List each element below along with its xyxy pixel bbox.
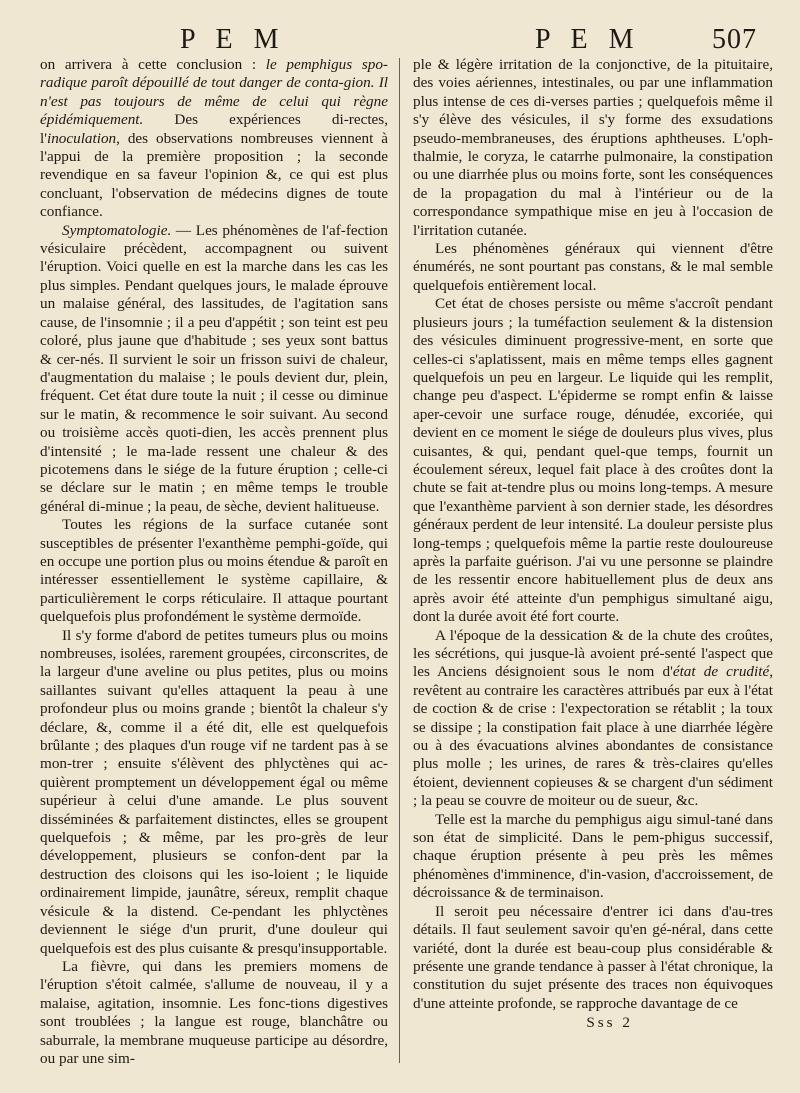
text-run: Des expériences di-rectes, l': [40, 111, 388, 147]
signature-mark: Sss 2: [586, 1014, 633, 1032]
section-heading-symptomatologie: Symptomatologie.: [62, 221, 172, 239]
paragraph: [40, 56, 388, 222]
paragraph: ple & légère irritation de la conjonctive, de la pituitaire, des voies aériennes, intestinales, ou par une inflammation plus intense de ces di-verses parties ; quelquefois même il s'y élève des vésicules, il s'y forme des exsudations pseudo-membraneuses, des éruptions aphtheuses. L'oph-thalmie, le coryza, le catarrhe pulmonaire, la constipation ou une diarrhée plus ou moins forte, sont les conséquences de la propagation du mal à l'intérieur ou de la correspondance sympathique mise en jeu à l'occasion de l'irritation cutanée.: [413, 56, 773, 239]
italic-text-run: le pemphigus spo-radique paroît dépouillé de tout danger de conta-gion. Il n'est pas toujours de même de celui qui règne épidémiquement.: [40, 56, 388, 129]
running-header: [0, 18, 800, 58]
paragraph: Telle est la marche du pemphigus aigu simul-tané dans son état de simplicité. Dans le pem-phigus successif, chaque éruption présente à peu près les mêmes phénomènes d'imminence, d'in-vasion, d'accroissement, de décroissance & de terminaison.: [413, 810, 773, 902]
text-run: on arrivera à cette conclusion :: [40, 56, 266, 73]
left-column: [40, 56, 388, 1073]
italic-text-run: état de crudité: [672, 663, 770, 681]
paragraph: La fièvre, qui dans les premiers momens de l'éruption s'étoit calmée, s'allume de nouveau, il y a malaise, agitation, insomnie. Les fonc-tions digestives sont troublées ; la langue est rouge, blanchâtre ou saburrale, la membrane muqueuse participe au désordre, ou par une sim-: [40, 957, 388, 1067]
running-title-left: P E M: [180, 24, 286, 55]
paragraph: [413, 627, 773, 811]
paragraph-symptomatologie: [40, 222, 388, 517]
paragraph: Toutes les régions de la surface cutanée sont susceptibles de présenter l'exanthème pemphi-goïde, qui en occupe une portion plus ou moins étendue & paroît en intéresser essentiellement le système capillaire, & particulièrement le corps réticulaire. Il attaque pourtant quelquefois plus profondément le système dermoïde.: [40, 516, 388, 626]
text-run: — Les phénomènes de l'af-fection vésiculaire précèdent, accompagnent ou suivent l'éruption. Voici quelle en est la marche dans les cas les plus simples. Pendant quelques jours, le malade éprouve un malaise général, des lassitudes, de l'agitation sans cause, de l'insomnie ; il a peu d'appétit ; son teint est peu coloré, plus jaune que d'habitude ; ses yeux sont battus & cer-nés. Il survient le soir un frisson suivi de chaleur, d'augmentation du malaise ; le pouls devient dur, plein, fréquent. Cet état dure toute la nuit ; il cesse ou diminue sur le matin, & recommence le soir suivant. Au second ou troisième accès quoti-dien, les accès prennent plus d'intensité ; le ma-lade ressent une chaleur & des picotemens dans le siége de la future éruption ; celle-ci se déclare sur le matin ; en même temps le trouble général di-minue ; la peau, de sèche, devient halitueuse.: [40, 221, 388, 515]
text-run: , des observations nombreuses viennent à l'appui de la première proposition ; la seconde revendique en sa faveur l'opinion &, ce qui est plus concluant, l'observation de médecins dignes de toute confiance.: [40, 129, 388, 221]
paragraph: Cet état de choses persiste ou même s'accroît pendant plusieurs jours ; la tuméfaction seulement & la distension des vésicules diminuent progressive-ment, en sorte que celles-ci s'aplatissent, mais en même temps elles gagnent quelquefois un peu en largeur. Le liquide qui les remplit, change peu d'aspect. L'épiderme se rompt enfin & laisse aper-cevoir une surface rouge, dénudée, excoriée, qui devient en ce moment le siége de douleurs plus vives, plus cuisantes, & qui, pendant quel-que temps, fournit un écoulement séreux, lequel fait place à des croûtes dont la chute se fait at-tendre plus ou moins long-temps. A mesure que l'exanthème parvient à son dernier stade, les désordres généraux perdent de leur intensité. La douleur persiste plus long-temps ; quelquefois même la partie reste douloureuse après la parfaite guérison. J'ai vu une personne se plaindre de les ressentir encore habituellement plus de deux ans après avoir été atteinte d'un pemphigus simultané aigu, dont la durée avoit été fort courte.: [413, 295, 773, 626]
text-run: , revêtent au contraire les caractères attribués par eux à l'état de coction & de crise : l'expectoration se rétablit ; la toux se dissipe ; la constipation fait place à une diarrhée légère ou à des évacuations alvines abondantes de consistance plus molle ; les urines, de rares & très-claires qu'elles étoient, deviennent copieuses & se chargent d'un sédiment ; la peau se couvre de moiteur ou de sueur, &c.: [413, 663, 773, 810]
column-divider: [399, 58, 400, 1063]
text-run: A l'époque de la dessication & de la chute des croûtes, les sécrétions, qui jusque-là avoient pré-senté l'aspect que les Anciens désignoient sous le nom d': [413, 626, 773, 681]
right-column: [413, 56, 773, 1073]
paragraph: Il s'y forme d'abord de petites tumeurs plus ou moins nombreuses, isolées, rarement groupées, circonscrites, de la largeur d'une aveline ou plus petites, plus ou moins saillantes suivant qu'elles attaquent la peau à une profondeur plus ou moins grande ; bientôt la chaleur s'y déclare, &, comme il a été dit, elle est quelquefois brûlante ; des plaques d'un rouge vif ne tardent pas à se mon-trer ; ensuite s'élèvent des phlyctènes qui ac-quièrent promptement un développement égal ou même supérieur à celui d'une amande. Le plus souvent disséminées & parfaitement distinctes, elles se groupent quelquefois ; & même, par les pro-grès de leur développement, plusieurs se confon-dent par la destruction des cloisons qui les iso-loient ; le liquide ordinairement limpide, jaunâtre, séreux, remplit chaque vésicule & la distend. Ce-pendant les phlyctènes deviennent le siége d'un prurit, d'une douleur qui quelquefois est des plus cuisante & presqu'insupportable.: [40, 626, 388, 957]
paragraph: Il seroit peu nécessaire d'entrer ici dans d'au-tres détails. Il faut seulement savoir qu'en gé-néral, dans cette variété, dont la durée est beau-coup plus considérable & présente une grande tendance à passer à l'état chronique, la constitution du sujet présente des traces non équivoques d'une atteinte profonde, se rapproche davantage de ce: [413, 902, 773, 1012]
page-number: 507: [712, 24, 757, 55]
paragraph: Les phénomènes généraux qui viennent d'être énumérés, ne sont pourtant pas constans, & le mal semble quelquefois entièrement local.: [413, 240, 773, 294]
running-title-right: P E M: [535, 24, 641, 55]
italic-text-run: inoculation: [46, 129, 117, 147]
